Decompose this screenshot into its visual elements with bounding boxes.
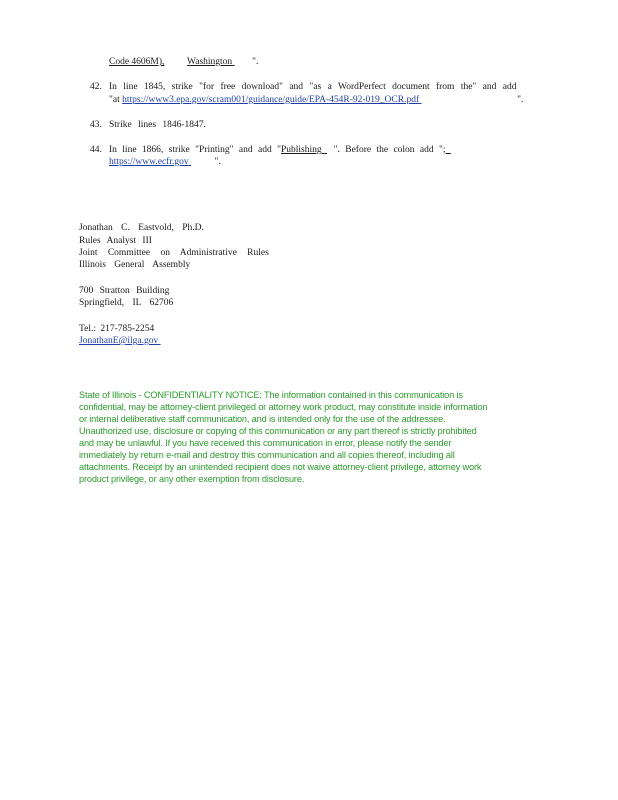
continuation-blank — [232, 56, 252, 68]
item-44-line1-prefix: In line 1866, strike "Printing" and add " — [109, 145, 281, 155]
item-42-line2 — [109, 94, 523, 106]
notice-line: attachments. Receipt by an unintended recipient does not waive attorney-client privilege, attorney work — [79, 462, 482, 472]
ecfr-link[interactable]: https://www.ecfr.gov — [109, 157, 189, 167]
signature-address2: Springfield, IL 62706 — [79, 298, 174, 308]
continuation-line — [109, 56, 258, 68]
notice-line: State of Illinois - CONFIDENTIALITY NOTICE: The information contained in this communication is — [79, 390, 463, 400]
continuation-city: Washington — [187, 57, 233, 67]
confidentiality-notice — [79, 389, 541, 485]
item-42-link-blank — [419, 94, 517, 106]
item-42-number: 42. — [90, 82, 102, 92]
item-44-trailing-blank — [446, 144, 452, 156]
item-43-text: Strike lines 1846-1847. — [109, 120, 206, 130]
item-44-line1 — [109, 144, 452, 156]
item-42-line2-suffix: ". — [517, 95, 524, 105]
email-link[interactable]: JonathanE@ilga.gov — [79, 336, 159, 346]
signature-address1: 700 Stratton Building — [79, 286, 170, 296]
item-42-line1: In line 1845, strike "for free download" and "as a WordPerfect document from the" and add — [109, 82, 517, 92]
item-44-line2 — [109, 156, 221, 168]
item-44-link-blank — [189, 156, 215, 168]
item-44-number: 44. — [90, 145, 102, 155]
signature-org2: Illinois General Assembly — [79, 260, 191, 270]
continuation-suffix: ". — [252, 57, 259, 67]
notice-line: product privilege, or any other exemption from disclosure. — [79, 474, 305, 484]
email-link-blank — [158, 335, 184, 348]
item-42-line2-prefix: "at — [109, 95, 120, 105]
item-44-line1-suffix: ". Before the colon add "; — [333, 145, 446, 155]
notice-line: or internal deliberative staff communication, and is intended only for the use of the addressee. — [79, 414, 446, 424]
notice-line: Unauthorized use, disclosure or copying of this communication or any part thereof is strictly prohibited — [79, 426, 477, 436]
signature-phone: Tel.: 217-785-2254 — [79, 324, 155, 334]
item-44-publishing-blank — [322, 144, 334, 156]
signature-org1: Joint Committee on Administrative Rules — [79, 248, 269, 258]
item-44-publishing: Publishing — [280, 145, 322, 155]
notice-line: immediately by return e-mail and destroy this communication and all copies thereof, including all — [79, 450, 455, 460]
signature-name: Jonathan C. Eastvold, Ph.D. — [79, 223, 204, 233]
signature-email-line — [79, 335, 184, 348]
continuation-prefix: Code 4606M), — [109, 57, 165, 67]
notice-line: and may be unlawful. If you have received this communication in error, please notify the sender — [79, 438, 452, 448]
epa-guide-link[interactable]: https://www3.epa.gov/scram001/guidance/guide/EPA-454R-92-019_OCR.pdf — [122, 95, 420, 105]
notice-line: confidential, may be attorney-client privileged or attorney work product, may constitute inside information — [79, 402, 488, 412]
item-43-number: 43. — [90, 120, 102, 130]
item-44-line2-suffix: ". — [214, 157, 221, 167]
signature-title: Rules Analyst III — [79, 236, 152, 246]
